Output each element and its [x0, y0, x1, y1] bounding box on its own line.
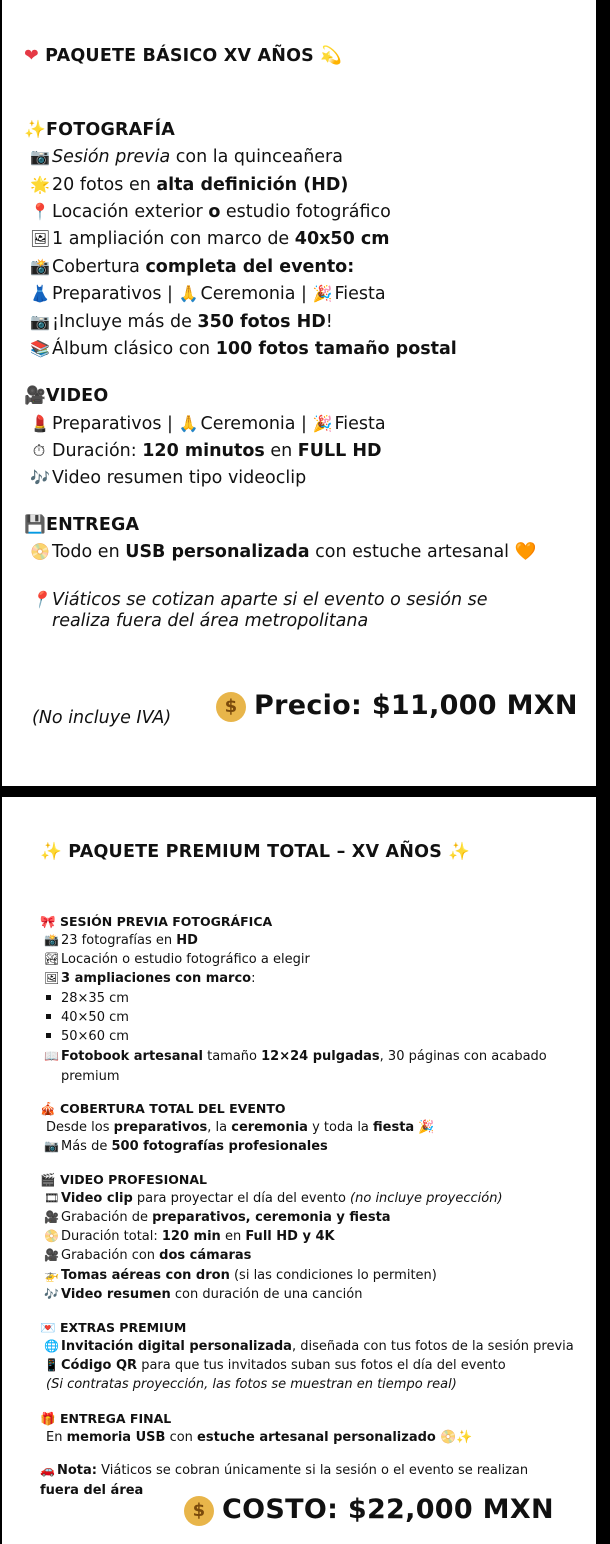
- camera-flash-icon: 📸: [44, 933, 59, 947]
- lipstick-icon: 💄: [30, 414, 50, 433]
- video-pro-item-5: 🚁 Tomas aéreas con dron (si las condiciones lo permiten): [44, 1268, 437, 1283]
- video-item-3: 🎶 Video resumen tipo videoclip: [30, 468, 307, 488]
- video-pro-heading: 🎬 VIDEO PROFESIONAL: [40, 1172, 208, 1187]
- video-pro-item-1: 🎞 Video clip para proyectar el día del evento (no incluye proyección): [44, 1191, 503, 1206]
- foto-heading: ✨FOTOGRAFÍA: [24, 120, 176, 140]
- drone-icon: 🚁: [44, 1268, 59, 1282]
- entrega-item-1: 📀 Todo en USB personalizada con estuche artesanal 🧡: [30, 542, 537, 562]
- extras-item-2: 📱 Código QR para que tus invitados suban sus fotos el día del evento: [44, 1358, 506, 1373]
- film-frames-icon: 🎞: [44, 1191, 60, 1205]
- dress-icon: 👗: [30, 284, 50, 303]
- video-pro-item-6: 🎶 Video resumen con duración de una canción: [44, 1287, 363, 1302]
- music-notes-icon: 🎶: [44, 1287, 59, 1301]
- foto-item-8: 📚 Álbum clásico con 100 fotos tamaño postal: [30, 339, 457, 359]
- viaticos-line-1: 📍 Viáticos se cotizan aparte si el evento o sesión se: [30, 590, 488, 610]
- love-letter-icon: 💌: [40, 1320, 56, 1335]
- video-camera-icon: 🎥: [44, 1248, 59, 1262]
- sparkles-icon: ✨: [448, 842, 471, 862]
- sparkles-icon: ✨: [40, 842, 62, 862]
- foto-item-5: 📸 Cobertura completa del evento:: [30, 257, 355, 277]
- disc-icon: 📀: [30, 542, 50, 561]
- foto-item-7: 📷 ¡Incluye más de 350 fotos HD!: [30, 312, 333, 332]
- iva-note: (No incluye IVA): [32, 708, 172, 728]
- basic-title: ❤ PAQUETE BÁSICO XV AÑOS 💫: [24, 46, 343, 66]
- video-camera-icon: 🎥: [24, 386, 46, 406]
- floppy-disk-icon: 💾: [24, 515, 46, 535]
- size-item-2: 40×50 cm: [40, 1010, 129, 1025]
- nota-line-2: fuera del área: [40, 1483, 144, 1498]
- praying-hands-icon: 🙏: [178, 414, 199, 433]
- viaticos-line-2: realiza fuera del área metropolitana: [52, 611, 369, 631]
- foto-item-2: 🌟 20 fotos en alta definición (HD): [30, 175, 349, 195]
- gift-icon: 🎁: [40, 1411, 56, 1426]
- video-heading: 🎥VIDEO: [24, 386, 109, 406]
- disc-icon: 📀: [44, 1229, 59, 1243]
- sesion-item-4-cont: premium: [61, 1069, 120, 1084]
- bullet: [46, 995, 51, 1000]
- premium-package-card: [2, 797, 596, 1544]
- sesion-item-1: 📸 23 fotografías en HD: [44, 933, 198, 948]
- sesion-item-3: 🖼 3 ampliaciones con marco:: [44, 971, 256, 986]
- camera-icon: 📷: [30, 312, 50, 331]
- entrega-final-heading: 🎁 ENTREGA FINAL: [40, 1411, 172, 1426]
- mobile-phone-icon: 📱: [44, 1358, 59, 1372]
- money-bag-icon: $: [184, 1496, 214, 1526]
- basic-package-card: [2, 0, 596, 786]
- dizzy-icon: 💫: [320, 46, 343, 66]
- disc-icon: 📀: [439, 1430, 457, 1445]
- right-border: [596, 30, 610, 1544]
- entrega-heading: 💾ENTREGA: [24, 515, 140, 535]
- car-icon: 🚗: [40, 1463, 55, 1477]
- orange-heart-icon: 🧡: [514, 542, 537, 562]
- circus-tent-icon: 🎪: [40, 1101, 56, 1116]
- stopwatch-icon: ⏱: [32, 441, 46, 460]
- party-popper-icon: 🎉: [418, 1120, 435, 1135]
- sesion-item-2: 🏞 Locación o estudio fotográfico a elegir: [44, 952, 310, 967]
- premium-price: $ COSTO: $22,000 MXN: [184, 1494, 554, 1526]
- premium-title: ✨ PAQUETE PREMIUM TOTAL – XV AÑOS ✨: [40, 842, 471, 862]
- entrega-final-item: En memoria USB con estuche artesanal personalizado 📀✨: [46, 1430, 473, 1445]
- sesion-heading: 🎀 SESIÓN PREVIA FOTOGRÁFICA: [40, 914, 273, 929]
- praying-hands-icon: 🙏: [178, 284, 199, 303]
- globe-icon: 🌐: [44, 1339, 59, 1353]
- nota-line-1: 🚗 Nota: Viáticos se cobran únicamente si la sesión o el evento se realizan: [40, 1463, 529, 1478]
- cobertura-heading: 🎪 COBERTURA TOTAL DEL EVENTO: [40, 1101, 286, 1116]
- camera-icon: 📷: [44, 1139, 59, 1153]
- camera-flash-icon: 📸: [30, 257, 50, 276]
- video-pro-item-2: 🎥 Grabación de preparativos, ceremonia y fiesta: [44, 1210, 391, 1225]
- party-popper-icon: 🎉: [312, 414, 333, 433]
- cobertura-item-2: 📷 Más de 500 fotografías profesionales: [44, 1139, 328, 1154]
- basic-price: $ Precio: $11,000 MXN: [216, 690, 578, 722]
- clapper-board-icon: 🎬: [40, 1172, 56, 1187]
- video-item-2: ⏱ Duración: 120 minutos en FULL HD: [30, 441, 382, 461]
- money-bag-icon: $: [216, 692, 246, 722]
- sparkles-icon: ✨: [456, 1430, 473, 1445]
- size-item-3: 50×60 cm: [40, 1029, 129, 1044]
- pin-icon: 📍: [30, 590, 50, 609]
- size-item-1: 28×35 cm: [40, 991, 129, 1006]
- video-pro-item-3: 📀 Duración total: 120 min en Full HD y 4K: [44, 1229, 335, 1244]
- books-icon: 📚: [30, 339, 50, 358]
- pin-icon: 📍: [30, 202, 50, 221]
- party-popper-icon: 🎉: [312, 284, 333, 303]
- ribbon-icon: 🎀: [40, 914, 56, 929]
- extras-item-1: 🌐 Invitación digital personalizada, diseñada con tus fotos de la sesión previa: [44, 1339, 574, 1354]
- music-notes-icon: 🎶: [30, 468, 50, 487]
- heart-icon: ❤: [24, 46, 39, 66]
- foto-item-1: 📷 Sesión previa con la quinceañera: [30, 147, 343, 167]
- bullet: [46, 1014, 51, 1019]
- bullet: [46, 1033, 51, 1038]
- framed-picture-icon: 🖼: [44, 971, 60, 985]
- video-pro-item-4: 🎥 Grabación con dos cámaras: [44, 1248, 252, 1263]
- video-item-1: 💄 Preparativos | 🙏 Ceremonia | 🎉 Fiesta: [30, 414, 386, 434]
- extras-heading: 💌 EXTRAS PREMIUM: [40, 1320, 187, 1335]
- extras-note: (Si contratas proyección, las fotos se muestran en tiempo real): [46, 1377, 457, 1392]
- camera-icon: 📷: [30, 147, 50, 166]
- framed-picture-icon: 🖼: [30, 229, 51, 248]
- foto-item-4: 🖼1 ampliación con marco de 40x50 cm: [30, 229, 390, 249]
- cobertura-item-1: Desde los preparativos, la ceremonia y toda la fiesta 🎉: [46, 1120, 435, 1135]
- landscape-icon: 🏞: [44, 952, 60, 966]
- sesion-item-4: 📖 Fotobook artesanal tamaño 12×24 pulgadas, 30 páginas con acabado: [44, 1049, 547, 1064]
- sparkles-icon: ✨: [24, 120, 46, 140]
- open-book-icon: 📖: [44, 1049, 59, 1063]
- foto-item-3: 📍 Locación exterior o estudio fotográfico: [30, 202, 391, 222]
- foto-item-6: 👗 Preparativos | 🙏 Ceremonia | 🎉 Fiesta: [30, 284, 386, 304]
- sun-icon: 🌟: [30, 175, 50, 194]
- video-camera-icon: 🎥: [44, 1210, 59, 1224]
